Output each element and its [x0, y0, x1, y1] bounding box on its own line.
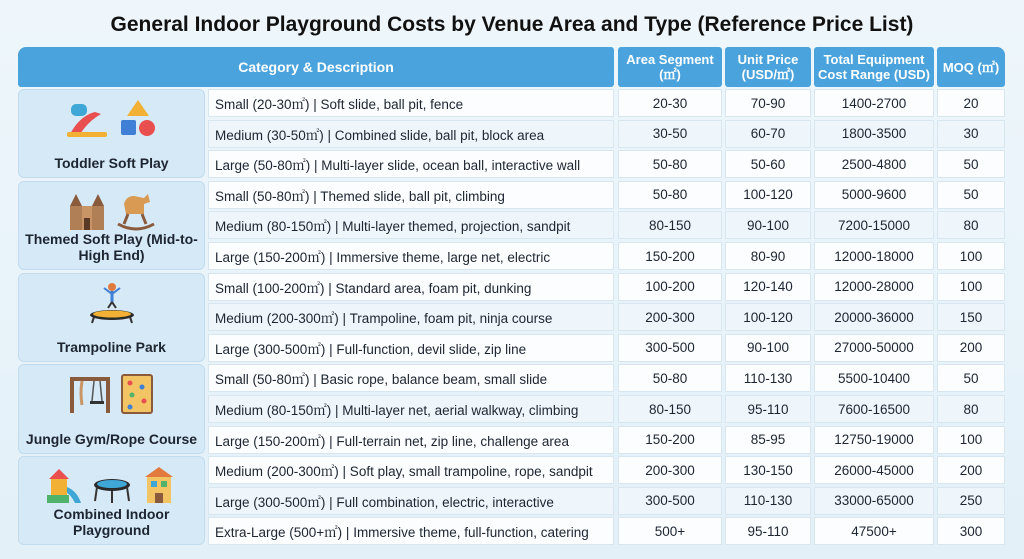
row-area-segment: 50-80 — [618, 181, 722, 209]
row-moq: 50 — [937, 181, 1005, 209]
row-total-cost: 7200-15000 — [814, 211, 934, 239]
row-unit-price: 100-120 — [725, 303, 811, 331]
row-total-cost: 5000-9600 — [814, 181, 934, 209]
row-area-segment: 30-50 — [618, 120, 722, 148]
category-label — [18, 456, 205, 545]
row-area-segment: 50-80 — [618, 150, 722, 178]
row-moq: 30 — [937, 120, 1005, 148]
trampoline-icon — [91, 465, 133, 507]
row-description: Medium (200-300㎡) | Soft play, small trampoline, rope, sandpit — [208, 456, 614, 484]
row-area-segment: 300-500 — [618, 487, 722, 515]
row-area-segment: 20-30 — [618, 89, 722, 117]
row-description: Small (50-80㎡) | Basic rope, balance beam, small slide — [208, 364, 614, 392]
row-moq: 20 — [937, 89, 1005, 117]
row-description: Large (50-80㎡) | Multi-layer slide, ocean ball, interactive wall — [208, 150, 614, 178]
row-total-cost: 7600-16500 — [814, 395, 934, 423]
row-moq: 100 — [937, 273, 1005, 301]
category-icons — [19, 373, 204, 415]
row-unit-price: 70-90 — [725, 89, 811, 117]
category-label — [18, 89, 205, 178]
category-label — [18, 273, 205, 362]
row-unit-price: 95-110 — [725, 517, 811, 545]
row-description: Large (300-500㎡) | Full-function, devil slide, zip line — [208, 334, 614, 362]
row-unit-price: 90-100 — [725, 211, 811, 239]
category-name: Combined Indoor Playground — [53, 506, 170, 539]
row-description: Medium (30-50㎡) | Combined slide, ball pit, block area — [208, 120, 614, 148]
row-moq: 50 — [937, 150, 1005, 178]
trampoline-jumper-icon — [86, 282, 138, 324]
row-total-cost: 12750-19000 — [814, 426, 934, 454]
row-moq: 100 — [937, 426, 1005, 454]
row-total-cost: 33000-65000 — [814, 487, 934, 515]
row-moq: 100 — [937, 242, 1005, 270]
row-description: Medium (200-300㎡) | Trampoline, foam pit, ninja course — [208, 303, 614, 331]
category-name: Toddler Soft Play — [54, 155, 169, 172]
category-icons — [19, 98, 204, 140]
category-icons — [19, 282, 204, 324]
row-area-segment: 500+ — [618, 517, 722, 545]
row-unit-price: 110-130 — [725, 364, 811, 392]
category-name: Jungle Gym/Rope Course — [25, 430, 198, 447]
row-total-cost: 2500-4800 — [814, 150, 934, 178]
row-area-segment: 80-150 — [618, 395, 722, 423]
row-unit-price: 60-70 — [725, 120, 811, 148]
row-description: Small (50-80㎡) | Themed slide, ball pit, climbing — [208, 181, 614, 209]
row-description: Large (300-500㎡) | Full combination, electric, interactive — [208, 487, 614, 515]
row-area-segment: 100-200 — [618, 273, 722, 301]
row-area-segment: 300-500 — [618, 334, 722, 362]
row-total-cost: 1800-3500 — [814, 120, 934, 148]
row-total-cost: 26000-45000 — [814, 456, 934, 484]
row-description: Small (100-200㎡) | Standard area, foam pit, dunking — [208, 273, 614, 301]
row-moq: 300 — [937, 517, 1005, 545]
row-total-cost: 12000-28000 — [814, 273, 934, 301]
rope-swing-frame-icon — [68, 373, 112, 415]
row-description: Medium (80-150㎡) | Multi-layer net, aerial walkway, climbing — [208, 395, 614, 423]
page-title: General Indoor Playground Costs by Venue Area and Type (Reference Price List) — [110, 13, 914, 36]
header-category: Category & Description — [18, 47, 614, 87]
category-label — [18, 364, 205, 453]
row-area-segment: 150-200 — [618, 426, 722, 454]
row-area-segment: 80-150 — [618, 211, 722, 239]
climbing-wall-icon — [118, 373, 156, 415]
row-unit-price: 95-110 — [725, 395, 811, 423]
row-area-segment: 200-300 — [618, 303, 722, 331]
row-unit-price: 120-140 — [725, 273, 811, 301]
row-area-segment: 150-200 — [618, 242, 722, 270]
row-description: Medium (80-150㎡) | Multi-layer themed, projection, sandpit — [208, 211, 614, 239]
row-unit-price: 85-95 — [725, 426, 811, 454]
row-unit-price: 110-130 — [725, 487, 811, 515]
row-moq: 250 — [937, 487, 1005, 515]
row-total-cost: 27000-50000 — [814, 334, 934, 362]
row-total-cost: 5500-10400 — [814, 364, 934, 392]
row-description: Large (150-200㎡) | Full-terrain net, zip line, challenge area — [208, 426, 614, 454]
row-unit-price: 80-90 — [725, 242, 811, 270]
category-name: Trampoline Park — [57, 338, 166, 355]
play-tower-icon — [139, 465, 179, 507]
row-total-cost: 20000-36000 — [814, 303, 934, 331]
row-unit-price: 100-120 — [725, 181, 811, 209]
soft-blocks-slide-icon — [65, 98, 111, 140]
row-description: Large (150-200㎡) | Immersive theme, large net, electric — [208, 242, 614, 270]
rocking-horse-icon — [114, 190, 158, 232]
row-description: Small (20-30㎡) | Soft slide, ball pit, fence — [208, 89, 614, 117]
category-name: Themed Soft Play (Mid-to-High End) — [25, 230, 198, 263]
castle-icon — [66, 190, 108, 232]
category-icons — [19, 190, 204, 232]
row-unit-price: 90-100 — [725, 334, 811, 362]
header-area-segment: Area Segment (㎡) — [618, 47, 722, 87]
row-moq: 80 — [937, 211, 1005, 239]
row-moq: 150 — [937, 303, 1005, 331]
row-unit-price: 50-60 — [725, 150, 811, 178]
playhouse-slide-icon — [45, 465, 85, 507]
row-description: Extra-Large (500+㎡) | Immersive theme, full-function, catering — [208, 517, 614, 545]
row-area-segment: 200-300 — [618, 456, 722, 484]
row-moq: 50 — [937, 364, 1005, 392]
shape-blocks-icon — [117, 98, 159, 140]
header-unit-price: Unit Price (USD/㎡) — [725, 47, 811, 87]
row-total-cost: 47500+ — [814, 517, 934, 545]
category-icons — [19, 465, 204, 507]
row-total-cost: 1400-2700 — [814, 89, 934, 117]
header-total-cost: Total Equipment Cost Range (USD) — [814, 47, 934, 87]
row-moq: 80 — [937, 395, 1005, 423]
row-moq: 200 — [937, 456, 1005, 484]
row-unit-price: 130-150 — [725, 456, 811, 484]
category-label — [18, 181, 205, 270]
header-moq: MOQ (㎡) — [937, 47, 1005, 87]
row-moq: 200 — [937, 334, 1005, 362]
row-total-cost: 12000-18000 — [814, 242, 934, 270]
row-area-segment: 50-80 — [618, 364, 722, 392]
